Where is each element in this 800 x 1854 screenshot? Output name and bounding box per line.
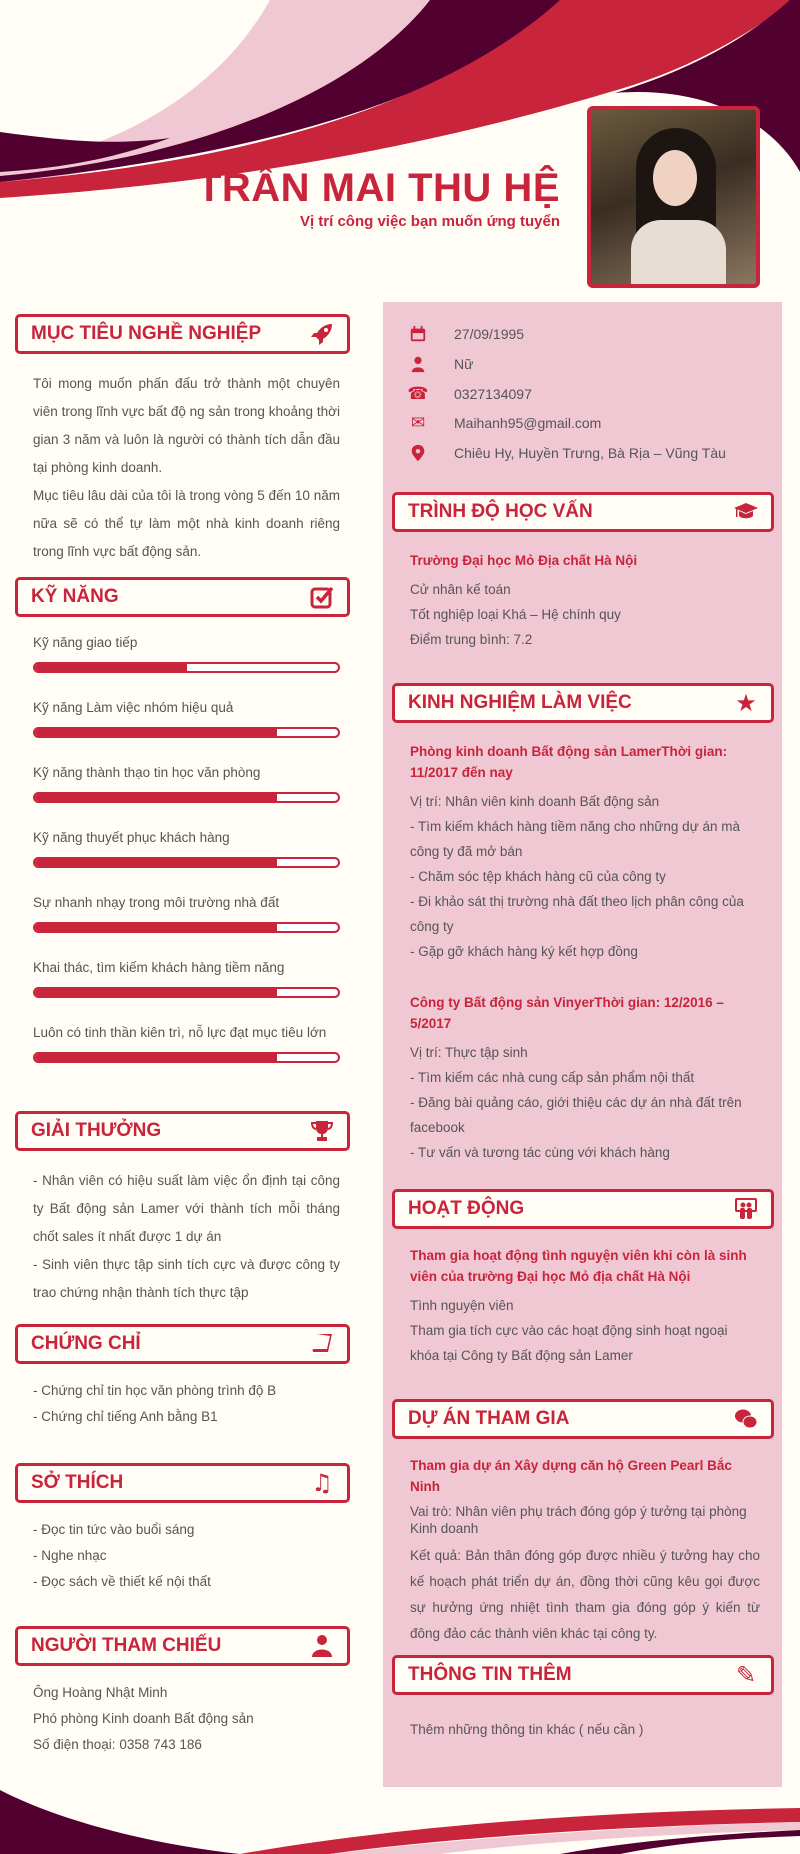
section-header: KINH NGHIỆM LÀM VIỆC ★ xyxy=(392,683,774,723)
skill-label: Khai thác, tìm kiếm khách hàng tiềm năng xyxy=(33,960,285,975)
map-pin-icon xyxy=(408,443,428,463)
skill-progress-fill xyxy=(35,794,277,801)
skill-progress-fill xyxy=(35,1054,277,1061)
presentation-icon xyxy=(733,1196,759,1222)
skill-item xyxy=(33,1019,350,1084)
skill-label: Kỹ năng thành thạo tin học văn phòng xyxy=(33,765,261,780)
certificate-item: - Chứng chỉ tin học văn phòng trình độ B xyxy=(33,1383,277,1398)
section-header: MỤC TIÊU NGHỀ NGHIỆP xyxy=(15,314,350,354)
skill-progress-bar xyxy=(33,662,340,673)
contact-birthdate: 27/09/1995 xyxy=(408,322,524,346)
user-icon xyxy=(309,1633,335,1659)
profile-photo xyxy=(587,106,760,288)
job-heading: Công ty Bất động sản VinyerThời gian: 12/2016 – 5/2017 xyxy=(410,995,724,1031)
section-header: CHỨNG CHỈ xyxy=(15,1324,350,1364)
footer-wave-decoration xyxy=(0,1786,800,1854)
section-header: KỸ NĂNG xyxy=(15,577,350,617)
skill-progress-fill xyxy=(35,924,277,931)
school-name: Trường Đại học Mỏ Địa chất Hà Nội xyxy=(410,553,638,568)
contact-phone: ☎ 0327134097 xyxy=(407,384,532,404)
award-item: - Sinh viên thực tập sinh tích cực và được công ty trao chứng nhận thành tích thực tập xyxy=(33,1257,340,1300)
skill-label: Kỹ năng giao tiếp xyxy=(33,635,138,650)
awards-section xyxy=(15,1111,350,1307)
hobby-item: - Nghe nhạc xyxy=(33,1548,107,1563)
skill-progress-fill xyxy=(35,859,277,866)
extra-info-section: THÔNG TIN THÊM ✎ Thêm những thông tin khác ( nếu cần ) xyxy=(392,1655,774,1742)
music-icon: ♫ xyxy=(311,1469,333,1497)
section-header: SỞ THÍCH ♫ xyxy=(15,1463,350,1503)
contact-gender: Nữ xyxy=(408,352,473,376)
user-icon xyxy=(408,354,428,374)
certificates-section xyxy=(15,1324,350,1430)
job-entry: Công ty Bất động sản VinyerThời gian: 12/2016 – 5/2017 Vị trí: Thực tập sinh - Tìm kiếm các nhà cung cấp sản phẩm nội thất - Đăng bài quảng cáo, giới thiệu các dự án nhà đất trên facebook - Tư vấn và tương tác cùng với khách hàng xyxy=(410,992,760,1165)
job-entry: Phòng kinh doanh Bất động sản LamerThời gian: 11/2017 đến nay Vị trí: Nhân viên kinh doanh Bất động sản - Tìm kiếm khách hàng tiềm năng cho những dự án mà công ty đã mở bán - Chăm sóc tệp khách hàng cũ của công ty - Đi khảo sát thị trường nhà đất theo lịch phân công của công ty - Gặp gỡ khách hàng ký kết hợp đồng xyxy=(410,741,760,964)
rocket-icon xyxy=(309,321,335,347)
job-heading: Phòng kinh doanh Bất động sản LamerThời gian: 11/2017 đến nay xyxy=(410,744,728,780)
skill-progress-bar xyxy=(33,727,340,738)
skill-item xyxy=(33,759,350,824)
hobby-item: - Đọc sách về thiết kế nội thất xyxy=(33,1574,211,1589)
check-square-icon xyxy=(309,584,335,610)
section-header: DỰ ÁN THAM GIA xyxy=(392,1399,774,1439)
candidate-name: TRẦN MAI THU HỆ xyxy=(196,166,560,210)
pencil-icon: ✎ xyxy=(735,1661,757,1689)
chat-icon xyxy=(733,1406,759,1432)
skill-progress-fill xyxy=(35,989,277,996)
skill-item xyxy=(33,694,350,759)
section-header: GIẢI THƯỞNG xyxy=(15,1111,350,1151)
book-icon xyxy=(309,1331,335,1357)
section-header: HOẠT ĐỘNG xyxy=(392,1189,774,1229)
hobby-item: - Đọc tin tức vào buổi sáng xyxy=(33,1522,195,1537)
section-header: THÔNG TIN THÊM ✎ xyxy=(392,1655,774,1695)
skill-progress-bar xyxy=(33,857,340,868)
graduation-cap-icon xyxy=(733,499,759,525)
skill-item xyxy=(33,629,350,694)
section-header: TRÌNH ĐỘ HỌC VẤN xyxy=(392,492,774,532)
envelope-icon: ✉ xyxy=(410,413,426,433)
projects-section: DỰ ÁN THAM GIA Tham gia dự án Xây dựng căn hộ Green Pearl Bắc Ninh Vai trò: Nhân viên phụ trách đóng góp ý tưởng tại phòng Kinh doanh Kết quả: Bản thân đóng góp được nhiều ý tưởng hay cho kế hoạch phát triển dự án, đồng thời cũng kêu gọi được sự hưởng ứng nhiệt tình tham gia đóng góp ý kiến từ đông đảo các thành viên khác tại công ty. xyxy=(392,1399,774,1647)
section-header: NGƯỜI THAM CHIẾU xyxy=(15,1626,350,1666)
objective-section xyxy=(15,314,350,566)
skill-progress-bar xyxy=(33,987,340,998)
skill-label: Sự nhanh nhạy trong môi trường nhà đất xyxy=(33,895,280,910)
skill-progress-bar xyxy=(33,922,340,933)
certificate-item: - Chứng chỉ tiếng Anh bằng B1 xyxy=(33,1409,218,1424)
skill-progress-fill xyxy=(35,729,277,736)
phone-icon: ☎ xyxy=(407,384,429,404)
skill-progress-fill xyxy=(35,664,187,671)
skills-section xyxy=(15,577,350,1084)
skill-item xyxy=(33,954,350,1019)
hobbies-section xyxy=(15,1463,350,1595)
objective-text: Tôi mong muốn phấn đấu trở thành một chuyên viên trong lĩnh vực bất độ ng sản trong khoảng thời gian 3 năm và luôn là người có thành tích dẫn đầu tại phòng kinh doanh. Mục tiêu lâu dài của tôi là trong vòng 5 đến 10 năm nữa sẽ có thể tự làm một nhà kinh doanh riêng trong lĩnh vực bất động sản. xyxy=(33,376,340,559)
star-icon: ★ xyxy=(735,689,757,717)
skill-label: Luôn có tinh thần kiên trì, nỗ lực đạt mục tiêu lớn xyxy=(33,1025,327,1040)
activities-section: HOẠT ĐỘNG Tham gia hoạt động tình nguyện viên khi còn là sinh viên của trường Đại học Mỏ địa chất Hà Nội Tình nguyện viên Tham gia tích cực vào các hoạt động sinh hoạt ngoại khóa tại Công ty Bất động sản Lamer xyxy=(392,1189,774,1368)
contact-email[interactable]: ✉ Maihanh95@gmail.com xyxy=(408,411,601,435)
skill-item xyxy=(33,824,350,889)
desired-position: Vị trí công việc bạn muốn ứng tuyển xyxy=(299,213,560,230)
calendar-icon xyxy=(408,324,428,344)
skill-progress-bar xyxy=(33,1052,340,1063)
experience-section xyxy=(392,683,774,1165)
trophy-icon xyxy=(309,1118,335,1144)
skill-progress-bar xyxy=(33,792,340,803)
award-item: - Nhân viên có hiệu suất làm việc ổn định tại công ty Bất động sản Lamer với thành tích mỗi tháng chốt sales ít nhất được 1 dự án xyxy=(33,1173,340,1244)
skill-label: Kỹ năng thuyết phục khách hàng xyxy=(33,830,230,845)
contact-address: Chiêu Hy, Huyền Trưng, Bà Rịa – Vũng Tàu xyxy=(408,441,726,465)
education-section: TRÌNH ĐỘ HỌC VẤN Trường Đại học Mỏ Địa chất Hà Nội Cử nhân kế toán Tốt nghiệp loại Khá – Hệ chính quy Điểm trung bình: 7.2 xyxy=(392,492,774,652)
skill-label: Kỹ năng Làm việc nhóm hiệu quả xyxy=(33,700,234,715)
skill-item xyxy=(33,889,350,954)
references-section: NGƯỜI THAM CHIẾU Ông Hoàng Nhật Minh Phó phòng Kinh doanh Bất động sản Số điện thoại: 0358 743 186 xyxy=(15,1626,350,1758)
